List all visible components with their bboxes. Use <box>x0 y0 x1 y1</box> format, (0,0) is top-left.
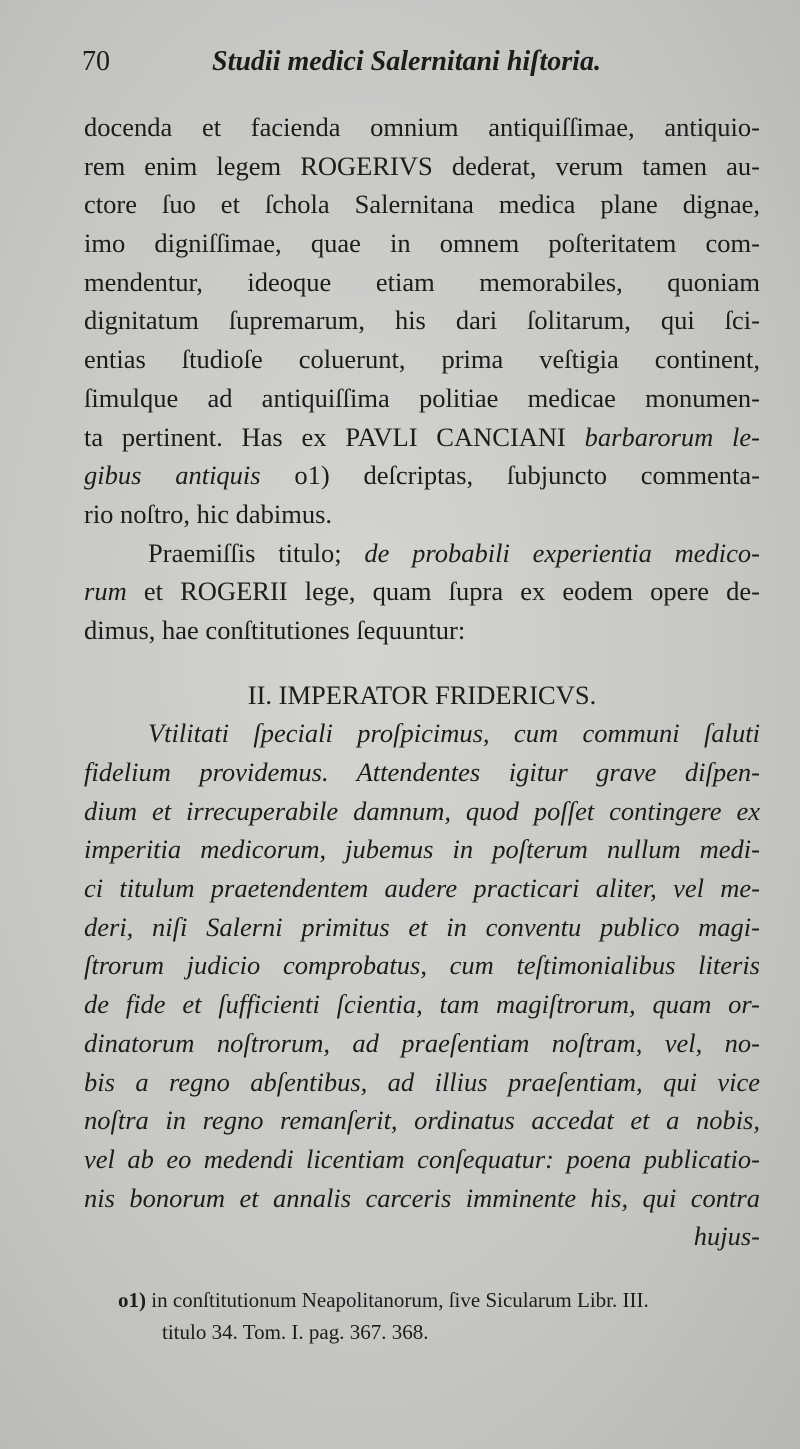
text-line: imperitia medicorum, jubemus in poſterum nullum medi- <box>84 834 760 865</box>
text-run: et <box>126 576 181 607</box>
footnote <box>118 1284 758 1348</box>
text-run <box>566 422 585 452</box>
catchword: hujus- <box>693 1221 760 1252</box>
text-line <box>84 456 760 495</box>
text-run: Praemiſſis titulo; <box>148 537 365 568</box>
author-name: PAVLI CANCIANI <box>345 421 566 452</box>
paragraph-1 <box>84 108 760 534</box>
title-phrase: de probabili experientia medico- <box>364 537 760 568</box>
text-line: rio noſtro, hic dabimus. <box>84 498 333 529</box>
section-number: II. <box>247 679 273 710</box>
text-line: docenda et facienda omnium antiquiſſimae, antiquio- <box>84 112 760 142</box>
text-line: fidelium providemus. Attendentes igitur grave diſpen- <box>84 757 760 787</box>
text-run: ta pertinent. Has ex <box>84 421 346 452</box>
text-line: dinatorum noſtrorum, ad praeſentiam noſtram, vel, no- <box>84 1027 760 1058</box>
spacer <box>84 650 760 676</box>
footnote-mark: o1) <box>118 1288 146 1312</box>
text-run: o1) deſcriptas, ſubjuncto commenta- <box>260 460 760 491</box>
page-header <box>82 46 722 96</box>
text-line: ſimulque ad antiquiſſima politiae medicae monumen- <box>84 382 760 413</box>
book-title: gibus antiquis <box>84 460 261 491</box>
text-line: dium et irrecuperabile damnum, quod poſſet contingere ex <box>84 795 760 826</box>
text-line <box>84 534 760 573</box>
text-line: ci titulum praetendentem audere practicari aliter, vel me- <box>84 873 760 904</box>
main-text <box>84 108 760 1256</box>
text-line: rem enim legem ROGERIVS dederat, verum tamen au- <box>84 150 760 181</box>
text-line: bis a regno abſentibus, ad illius praeſentiam, qui vice <box>84 1066 760 1097</box>
text-line: mendentur, ideoque etiam memorabiles, quoniam <box>84 266 760 297</box>
section-heading <box>84 676 760 715</box>
text-line: vel ab eo medendi licentiam conſequatur: poena publicatio- <box>84 1143 760 1174</box>
author-name: ROGERII <box>180 576 288 607</box>
page-number: 70 <box>82 46 110 77</box>
section-title: IMPERATOR FRIDERICVS. <box>278 679 597 710</box>
text-line: deri, niſi Salerni primitus et in conventu publico magi- <box>84 911 760 942</box>
footnote-line <box>118 1284 758 1316</box>
paragraph-2 <box>84 534 760 650</box>
text-line: ſtrorum judicio comprobatus, cum teſtimonialibus literis <box>84 950 760 981</box>
text-line: de fide et ſufficienti ſcientia, tam magiſtrorum, quam or- <box>84 989 760 1020</box>
text-line: ctore ſuo et ſchola Salernitana medica plane dignae, <box>84 189 760 220</box>
constitution-text <box>84 714 760 1256</box>
text-line <box>84 418 760 457</box>
text-line: dimus, hae conſtitutiones ſequuntur: <box>84 614 466 645</box>
text-line: nis bonorum et annalis carceris imminente his, qui contra <box>84 1182 760 1213</box>
running-title: Studii medici Salernitani hiſtoria. <box>212 46 601 77</box>
text-line: entias ſtudioſe coluerunt, prima veſtigia continent, <box>84 344 760 375</box>
footnote-text: in conſtitutionum Neapolitanorum, ſive Sicularum Libr. III. <box>151 1288 649 1312</box>
text-line: dignitatum ſupremarum, his dari ſolitarum, qui ſci- <box>84 305 760 336</box>
text-line: Vtilitati ſpeciali proſpicimus, cum communi ſaluti <box>148 718 760 749</box>
book-title: barbarorum le- <box>584 421 761 452</box>
text-line <box>84 572 760 611</box>
title-phrase: rum <box>84 576 127 607</box>
footnote-line: titulo 34. Tom. I. pag. 367. 368. <box>162 1320 429 1344</box>
text-line: imo digniſſimae, quae in omnem poſteritatem com- <box>84 228 760 259</box>
text-run: lege, quam ſupra ex eodem opere de- <box>287 576 761 607</box>
text-line: noſtra in regno remanſerit, ordinatus accedat et a nobis, <box>84 1105 760 1136</box>
